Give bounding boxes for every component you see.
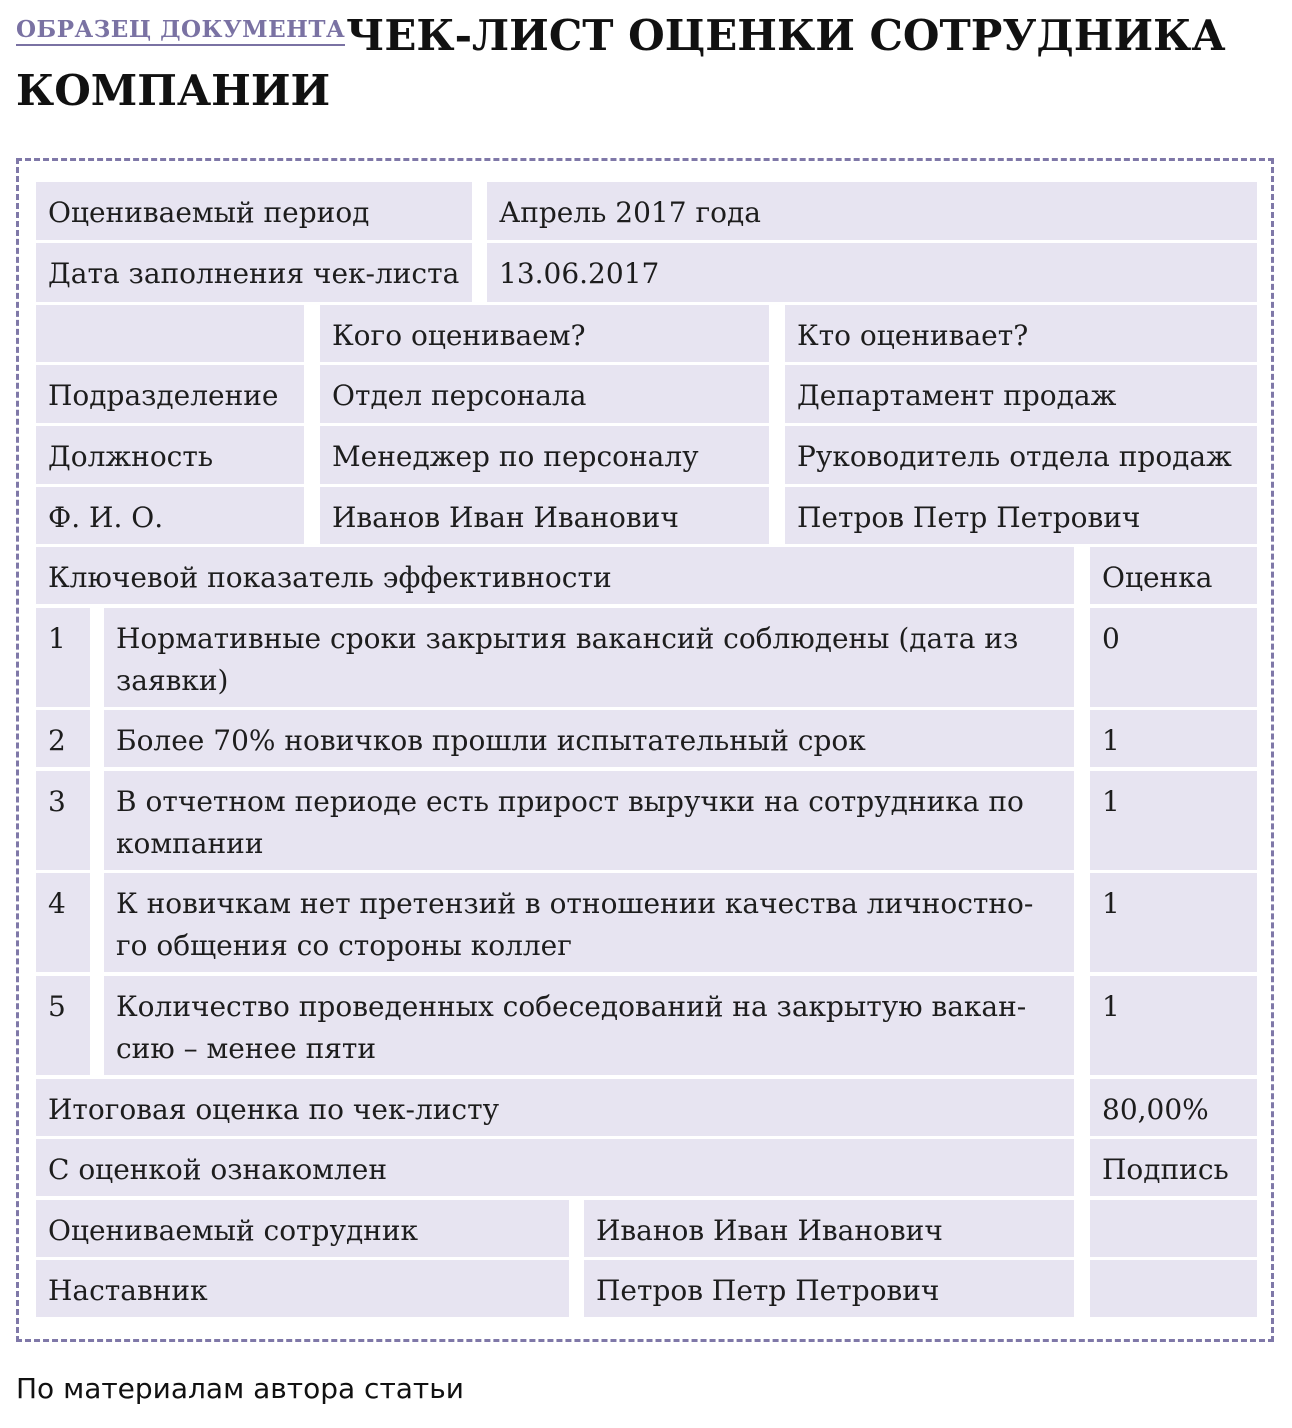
source-note: По материалам автора статьи [16,1372,464,1405]
people-row-who: Руководитель отдела продаж [785,426,1257,484]
ack-row-role: Оцениваемый сотрудник [36,1200,569,1257]
kpi-item-score: 1 [1090,976,1257,1075]
kpi-item-score: 1 [1090,710,1257,767]
people-row-who: Петров Петр Петрович [785,487,1257,544]
signature-header: Подпись [1090,1139,1257,1196]
kpi-item-score: 1 [1090,873,1257,972]
total-label: Итоговая оценка по чек-листу [36,1079,1074,1136]
kpi-score-header: Оценка [1090,547,1257,604]
people-row-label: Должность [36,426,304,484]
people-row-whom: Иванов Иван Иванович [320,487,769,544]
kpi-item-text: Количество проведенных собеседований на закрытую вакан-сию – менее пяти [104,976,1074,1075]
kpi-item-number: 3 [36,771,90,870]
kpi-item-score: 1 [1090,771,1257,870]
people-row-whom: Менеджер по персоналу [320,426,769,484]
kpi-item-number: 5 [36,976,90,1075]
ack-row-signature [1090,1260,1257,1317]
date-value: 13.06.2017 [487,243,1257,302]
total-value: 80,00% [1090,1079,1257,1136]
people-header-whom: Кого оцениваем? [320,305,769,362]
ack-row-name: Иванов Иван Иванович [584,1200,1074,1257]
ack-row-signature [1090,1200,1257,1257]
kpi-item-text: Более 70% новичков прошли испытательный срок [104,710,1074,767]
kpi-item-text: К новичкам нет претензий в отношении качества личностно-го общения со стороны коллег [104,873,1074,972]
kpi-item-number: 4 [36,873,90,972]
period-label: Оцениваемый период [36,182,472,240]
kpi-item-number: 2 [36,710,90,767]
period-value: Апрель 2017 года [487,182,1257,240]
kpi-item-number: 1 [36,608,90,707]
ack-row-role: Наставник [36,1260,569,1317]
acknowledged-label: С оценкой ознакомлен [36,1139,1074,1196]
people-row-who: Департамент продаж [785,365,1257,423]
people-header-who: Кто оценивает? [785,305,1257,362]
kpi-item-text: В отчетном периоде есть прирост выручки на сотрудника по компании [104,771,1074,870]
kpi-item-text: Нормативные сроки закрытия вакансий соблюдены (дата из заявки) [104,608,1074,707]
people-row-label: Ф. И. О. [36,487,304,544]
document-sample-tag: ОБРАЗЕЦ ДОКУМЕНТА [16,16,345,46]
ack-row-name: Петров Петр Петрович [584,1260,1074,1317]
kpi-item-score: 0 [1090,608,1257,707]
people-row-whom: Отдел персонала [320,365,769,423]
date-label: Дата заполнения чек-листа [36,243,472,302]
page-title: ЧЕК-ЛИСТ ОЦЕНКИ СОТРУДНИКА КОМПАНИИ [16,11,1226,115]
kpi-header: Ключевой показатель эффективности [36,547,1074,604]
people-header-empty [36,305,304,362]
people-row-label: Подразделение [36,365,304,423]
